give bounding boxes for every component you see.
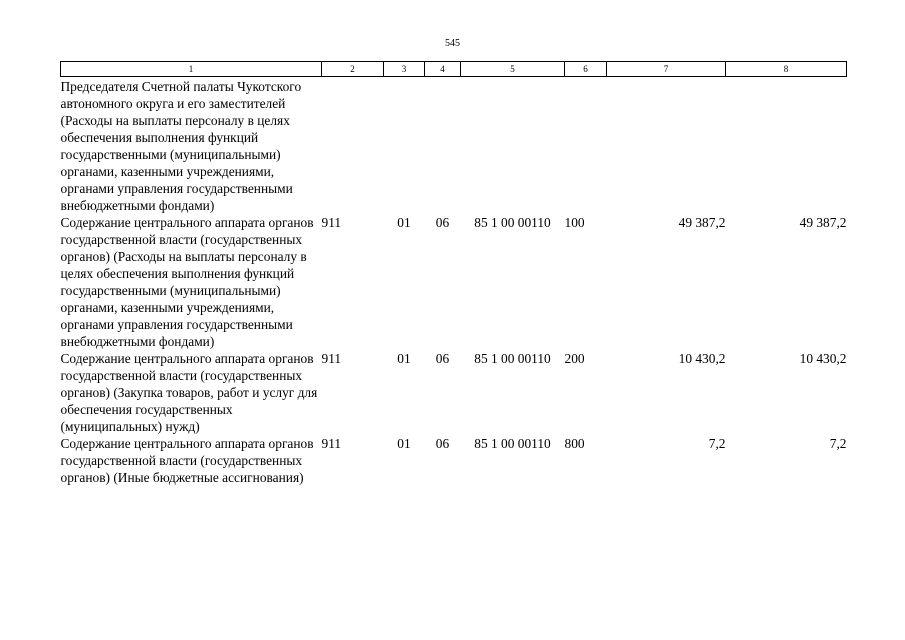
row-grbs-cell: 911: [321, 436, 342, 451]
column-header-4: 4: [425, 62, 461, 77]
row-pr-cell: 06: [435, 351, 450, 366]
table-row: [61, 214, 847, 350]
row-grbs-cell: 911: [321, 351, 342, 366]
row-sum-col8-cell: 49 387,2: [799, 215, 847, 230]
column-header-5: 5: [461, 62, 565, 77]
page-number: 545: [445, 38, 460, 49]
row-name-cell: Содержание центрального аппарата органов государственной власти (государственных органов) (Иные бюджетные ассигнования): [60, 436, 314, 485]
row-csr-cell: 85 1 00 00110: [474, 436, 551, 451]
row-sum-col7-cell: 49 387,2: [678, 215, 726, 230]
row-pr-cell: 06: [435, 215, 450, 230]
table-row: [61, 435, 847, 486]
row-pr-cell: 06: [435, 436, 450, 451]
row-sum-col8-cell: 10 430,2: [799, 351, 847, 366]
row-rz-cell: [384, 77, 425, 215]
table-row: [61, 77, 847, 215]
column-header-2: 2: [322, 62, 384, 77]
row-sum-col7-cell: 10 430,2: [678, 351, 726, 366]
row-sum-col7-cell: [607, 77, 726, 215]
column-header-1: 1: [61, 62, 322, 77]
row-rz-cell: 01: [397, 436, 411, 451]
row-rz-cell: 01: [397, 215, 411, 230]
row-sum-col7-cell: 7,2: [708, 436, 726, 451]
row-sum-col8-cell: [726, 77, 847, 215]
column-header-7: 7: [607, 62, 726, 77]
row-pr-cell: [425, 77, 461, 215]
row-vr-cell: 100: [564, 215, 585, 230]
row-vr-cell: 200: [564, 351, 585, 366]
column-header-8: 8: [726, 62, 847, 77]
budget-table: [60, 61, 847, 486]
row-rz-cell: 01: [397, 351, 411, 366]
row-csr-cell: [461, 77, 565, 215]
column-header-3: 3: [384, 62, 425, 77]
column-header-6: 6: [565, 62, 607, 77]
row-grbs-cell: [322, 77, 384, 215]
row-vr-cell: 800: [564, 436, 585, 451]
table-header-row: [61, 62, 847, 77]
row-sum-col8-cell: 7,2: [829, 436, 847, 451]
row-csr-cell: 85 1 00 00110: [474, 215, 551, 230]
row-name-cell: Содержание центрального аппарата органов государственной власти (государственных органов) (Закупка товаров, работ и услуг для обеспечения государственных (муниципальных) нужд): [60, 351, 318, 434]
table-row: [61, 350, 847, 435]
row-name-cell: Содержание центрального аппарата органов государственной власти (государственных органов) (Расходы на выплаты персоналу в целях обеспечения выполнения функций государственными (муниципальными) органами, казенными учреждениями, органами управления государственными внебюджетными фондами): [60, 215, 314, 349]
row-csr-cell: 85 1 00 00110: [474, 351, 551, 366]
row-grbs-cell: 911: [321, 215, 342, 230]
row-vr-cell: [565, 77, 607, 215]
row-name-cell: Председателя Счетной палаты Чукотского автономного округа и его заместителей (Расходы на выплаты персоналу в целях обеспечения выполнения функций государственными (муниципальными) органами, казенными учреждениями, органами управления государственными внебюджетными фондами): [60, 79, 302, 213]
